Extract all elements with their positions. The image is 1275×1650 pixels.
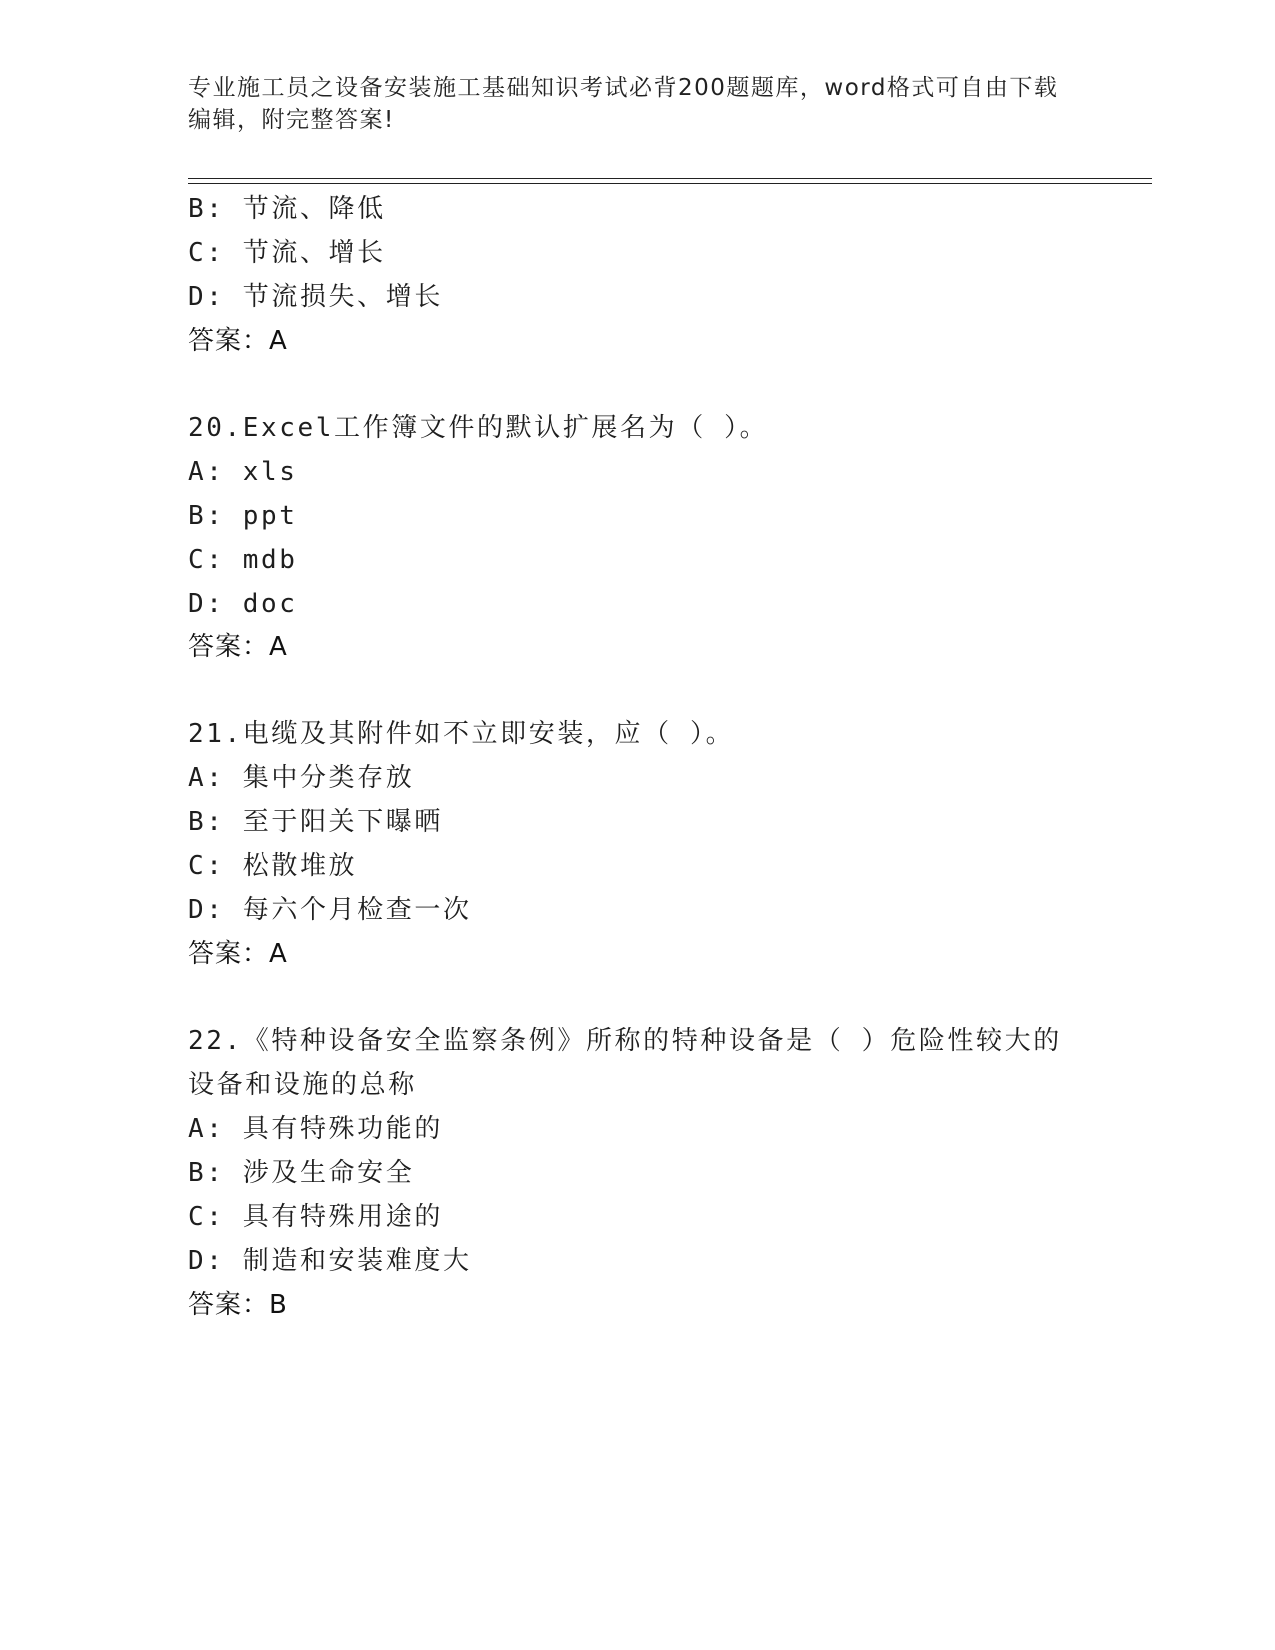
- q21-option-d: D: 每六个月检查一次: [188, 895, 472, 925]
- q22-option-c: C: 具有特殊用途的: [188, 1202, 443, 1232]
- q20-option-a: A: xls: [188, 457, 298, 487]
- header-line-1: 专业施工员之设备安装施工基础知识考试必背200题题库，word格式可自由下载: [188, 75, 1059, 101]
- q20-answer: 答案：A: [188, 632, 288, 662]
- q22-option-d: D: 制造和安装难度大: [188, 1246, 472, 1276]
- q19-option-b: B: 节流、降低: [188, 194, 386, 224]
- q19-option-d: D: 节流损失、增长: [188, 282, 443, 312]
- q20-question: 20.Excel工作簿文件的默认扩展名为（ ）。: [188, 413, 769, 443]
- header-rule-top: [188, 178, 1152, 179]
- q21-option-b: B: 至于阳关下曝晒: [188, 807, 443, 837]
- q22-question-line-2: 设备和设施的总称: [188, 1070, 417, 1100]
- q22-option-a: A: 具有特殊功能的: [188, 1114, 443, 1144]
- document-header: [188, 72, 1078, 136]
- q21-answer: 答案：A: [188, 939, 288, 969]
- q20-option-b: B: ppt: [188, 501, 298, 531]
- header-rule-bottom: [188, 183, 1152, 184]
- q19-answer: 答案：A: [188, 326, 288, 356]
- q21-option-a: A: 集中分类存放: [188, 763, 415, 793]
- q22-question-line-1: 22.《特种设备安全监察条例》所称的特种设备是（ ）危险性较大的: [188, 1026, 1062, 1056]
- q20-option-c: C: mdb: [188, 545, 298, 575]
- q21-question: 21.电缆及其附件如不立即安装，应（ ）。: [188, 719, 735, 749]
- q19-option-c: C: 节流、增长: [188, 238, 386, 268]
- header-line-2: 编辑，附完整答案!: [188, 107, 395, 133]
- q22-option-b: B: 涉及生命安全: [188, 1158, 415, 1188]
- q20-option-d: D: doc: [188, 589, 298, 619]
- q21-option-c: C: 松散堆放: [188, 851, 358, 881]
- q22-answer: 答案：B: [188, 1290, 288, 1320]
